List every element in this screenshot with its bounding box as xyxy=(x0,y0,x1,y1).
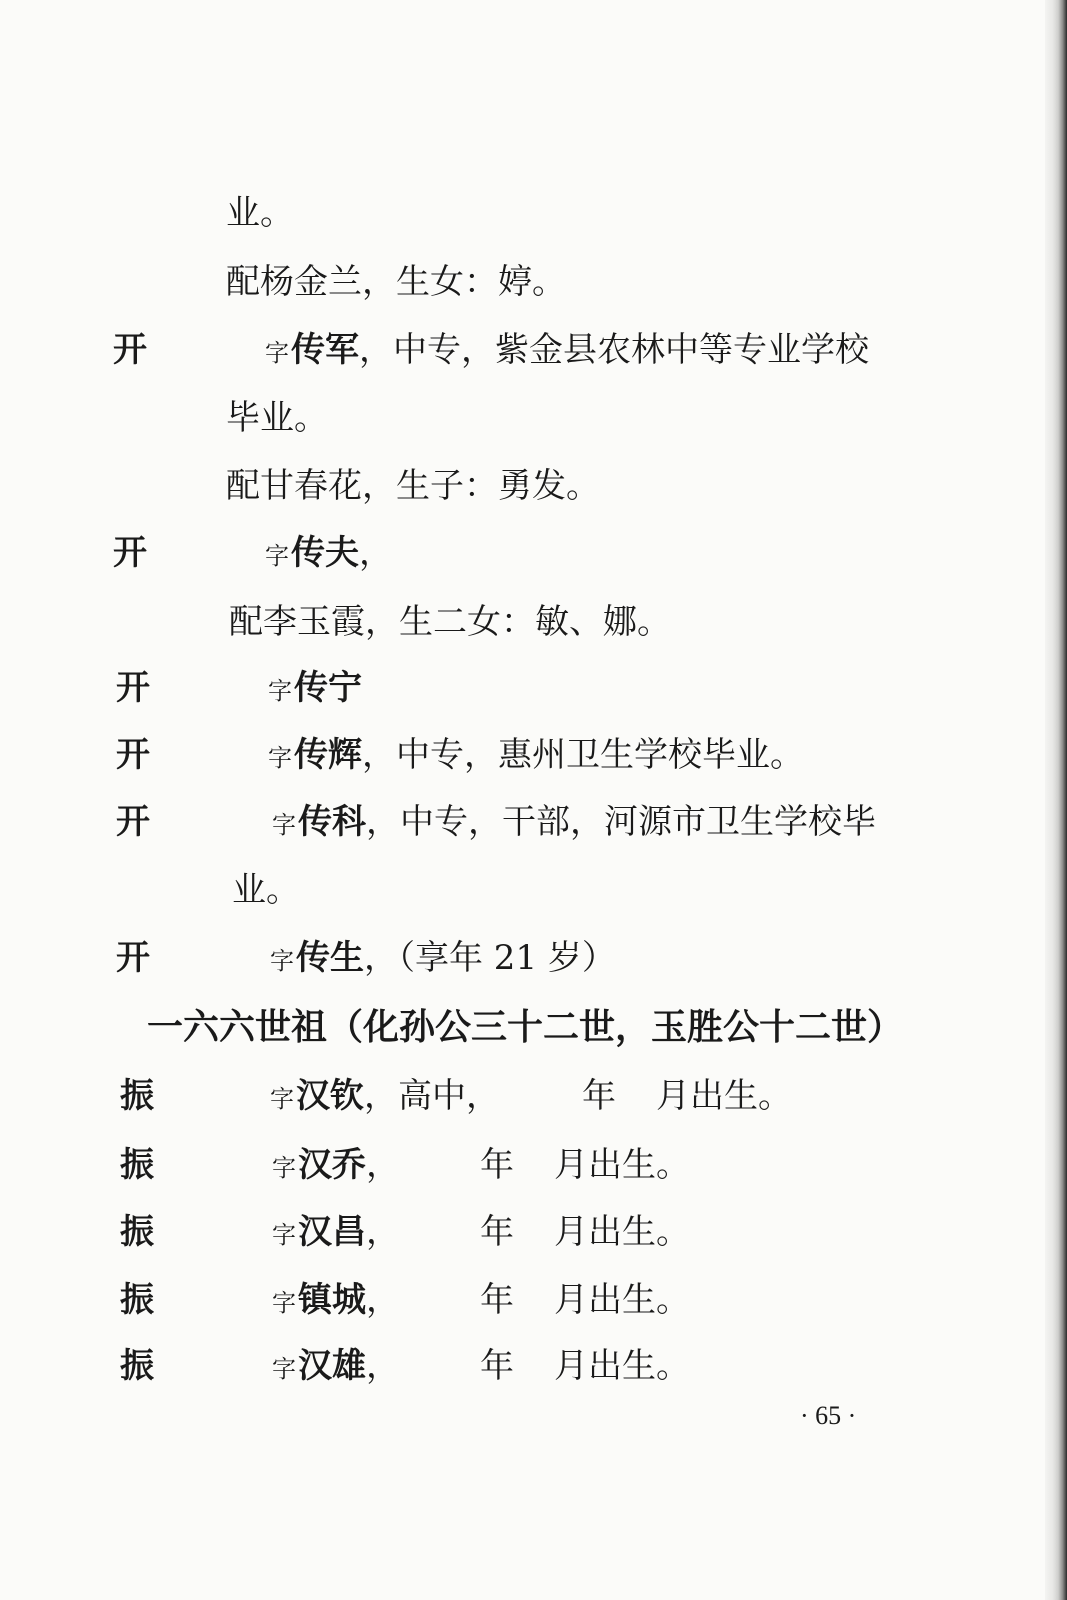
courtesy-name: 汉乔 xyxy=(298,1145,366,1185)
page-number: · 65 · xyxy=(800,1401,857,1430)
zi-char: 字 xyxy=(272,811,296,839)
courtesy-name: 传科 xyxy=(298,802,366,842)
entry-text: ， xyxy=(366,1346,400,1386)
courtesy-name: 镇城 xyxy=(298,1280,366,1320)
zi-char: 字 xyxy=(272,1289,296,1317)
zi-char: 字 xyxy=(268,744,292,772)
zi-char: 字 xyxy=(272,1154,296,1182)
entry-text: ， xyxy=(366,1145,400,1185)
courtesy-name: 传夫 xyxy=(291,533,359,573)
zi-char: 字 xyxy=(270,947,294,975)
month-label: 月出生。 xyxy=(554,1145,690,1185)
generation-char: 开 xyxy=(116,802,150,842)
generation-char: 开 xyxy=(113,533,147,573)
courtesy-name: 传军 xyxy=(291,330,359,370)
generation-char: 开 xyxy=(116,735,150,775)
courtesy-name: 汉昌 xyxy=(298,1212,366,1252)
page-edge-shadow xyxy=(1045,0,1067,1600)
courtesy-name: 传宁 xyxy=(294,668,362,708)
generation-char: 振 xyxy=(120,1076,154,1116)
entry-text: ，中专，紫金县农林中等专业学校 xyxy=(359,330,869,370)
birth-entry-line xyxy=(272,1145,690,1188)
zi-char: 字 xyxy=(272,1355,296,1383)
spouse-line: 配李玉霞，生二女：敏、娜。 xyxy=(229,602,671,642)
month-label: 月出生。 xyxy=(554,1280,690,1320)
generation-char: 振 xyxy=(120,1145,154,1185)
entry-line xyxy=(268,735,804,778)
courtesy-name: 汉钦 xyxy=(296,1076,364,1116)
entry-text: ， xyxy=(359,533,393,573)
generation-char: 振 xyxy=(120,1280,154,1320)
entry-line xyxy=(272,802,876,845)
entry-text: ，中专，干部，河源市卫生学校毕 xyxy=(366,802,876,842)
zi-char: 字 xyxy=(265,542,289,570)
courtesy-name: 传辉 xyxy=(294,735,362,775)
zi-char: 字 xyxy=(265,339,289,367)
month-label: 月出生。 xyxy=(656,1076,792,1116)
continuation-line-2: 配杨金兰，生女：婷。 xyxy=(226,262,566,302)
year-label: 年 xyxy=(582,1076,616,1116)
generation-char: 开 xyxy=(116,668,150,708)
birth-entry-line xyxy=(272,1212,690,1255)
birth-entry-line xyxy=(272,1280,690,1323)
entry-text: ，高中， xyxy=(364,1076,500,1116)
entry-line xyxy=(265,330,869,373)
month-label: 月出生。 xyxy=(554,1346,690,1386)
zi-char: 字 xyxy=(270,1085,294,1113)
continuation-line-1: 业。 xyxy=(226,193,294,233)
year-label: 年 xyxy=(480,1212,514,1252)
entry-text: ， xyxy=(366,1280,400,1320)
entry-wrap-line: 毕业。 xyxy=(226,398,328,438)
spouse-line: 配甘春花，生子：勇发。 xyxy=(226,466,600,506)
generation-char: 开 xyxy=(116,938,150,978)
month-label: 月出生。 xyxy=(554,1212,690,1252)
generation-char: 振 xyxy=(120,1346,154,1386)
section-heading: 一六六世祖（化孙公三十二世，玉胜公十二世） xyxy=(147,1007,904,1048)
entry-line xyxy=(270,938,616,981)
year-label: 年 xyxy=(480,1280,514,1320)
entry-text: ，（享年 21 岁） xyxy=(364,938,616,978)
year-label: 年 xyxy=(480,1145,514,1185)
entry-text: ，中专，惠州卫生学校毕业。 xyxy=(362,735,804,775)
entry-line xyxy=(265,533,393,576)
entry-wrap-line: 业。 xyxy=(232,870,300,910)
entry-line xyxy=(268,668,362,711)
birth-entry-line xyxy=(270,1076,792,1119)
courtesy-name: 汉雄 xyxy=(298,1346,366,1386)
generation-char: 开 xyxy=(113,330,147,370)
entry-text: ， xyxy=(366,1212,400,1252)
zi-char: 字 xyxy=(268,677,292,705)
generation-char: 振 xyxy=(120,1212,154,1252)
year-label: 年 xyxy=(480,1346,514,1386)
birth-entry-line xyxy=(272,1346,690,1389)
zi-char: 字 xyxy=(272,1221,296,1249)
courtesy-name: 传生 xyxy=(296,938,364,978)
